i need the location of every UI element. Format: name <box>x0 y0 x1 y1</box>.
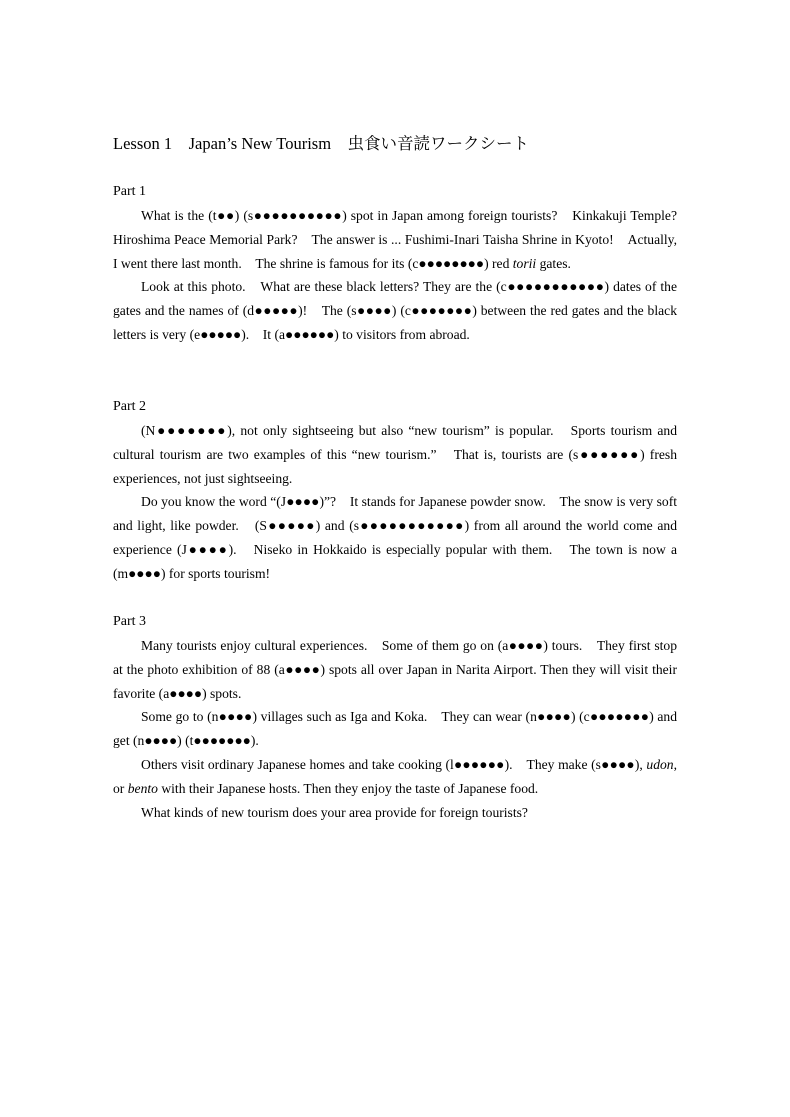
part-1-section <box>113 180 691 347</box>
text-segment: Some go to (n●●●●) villages such as Iga and Koka. They can wear (n●●●●) (c●●●●●●●) and get (n●●●●) (t●●●●●●●). <box>113 709 677 749</box>
italic-term: udon <box>646 756 674 772</box>
part-1-heading: Part 1 <box>113 184 147 199</box>
paragraph <box>113 490 677 585</box>
text-segment: Many tourists enjoy cultural experiences. Some of them go on (a●●●●) tours. They first stop at the photo exhibition of 88 (a●●●●) spots all over Japan in Narita Airport. Then they will visit their favorite (a●●●●) spots. <box>113 638 677 701</box>
part-3-section <box>113 610 677 824</box>
italic-term: torii <box>512 255 537 271</box>
text-segment: gates. <box>536 255 571 271</box>
paragraph <box>113 419 677 490</box>
part-3-heading: Part 3 <box>113 614 147 629</box>
paragraph <box>113 753 677 801</box>
paragraph <box>113 634 677 705</box>
text-segment: Others visit ordinary Japanese homes and take cooking (l●●●●●●). They make (s●●●●), <box>141 756 647 772</box>
text-segment: Do you know the word “(J●●●●)”? It stands for Japanese powder snow. The snow is very soft and light, like powder. (S●●●●●) and (s●●●●●●●●●●●) from all around the world come and experience (J●●●●). Niseko in Hokkaido is especially popular with them. The town is now a (m●●●●) for sports tourism! <box>113 494 677 581</box>
text-segment: What kinds of new tourism does your area provide for foreign tourists? <box>141 804 528 820</box>
paragraph <box>113 204 691 275</box>
text-segment: , or <box>113 756 677 796</box>
text-segment: (N●●●●●●●), not only sightseeing but also “new tourism” is popular. Sports tourism and cultural tourism are two examples of this “new tourism.” That is, tourists are (s●●●●●●) fresh experiences, not just sightseeing. <box>113 423 677 486</box>
text-segment: Look at this photo. What are these black letters? They are the (c●●●●●●●●●●●) dates of the gates and the names of (d●●●●●)! The (s●●●●) (c●●●●●●●) between the red gates and the black letters is very (e●●●●●). It (a●●●●●●) to visitors from abroad. <box>113 279 677 342</box>
paragraph <box>113 705 677 753</box>
page-title: Lesson 1 Japan’s New Tourism 虫食い音読ワークシート <box>113 134 530 153</box>
italic-term: bento <box>127 780 158 796</box>
text-segment: What is the (t●●) (s●●●●●●●●●●) spot in Japan among foreign tourists? Kinkakuji Temple? Hiroshima Peace Memorial Park? The answer is ... Fushimi-Inari Taisha Shrine in Kyoto! Actually, I went there last month. The shrine is famous for its (c●●●●●●●●) red <box>113 208 691 271</box>
part-2-heading: Part 2 <box>113 399 147 414</box>
text-segment: with their Japanese hosts. Then they enjoy the taste of Japanese food. <box>157 780 539 796</box>
paragraph <box>113 801 677 825</box>
part-2-section <box>113 395 677 586</box>
paragraph <box>113 275 677 346</box>
